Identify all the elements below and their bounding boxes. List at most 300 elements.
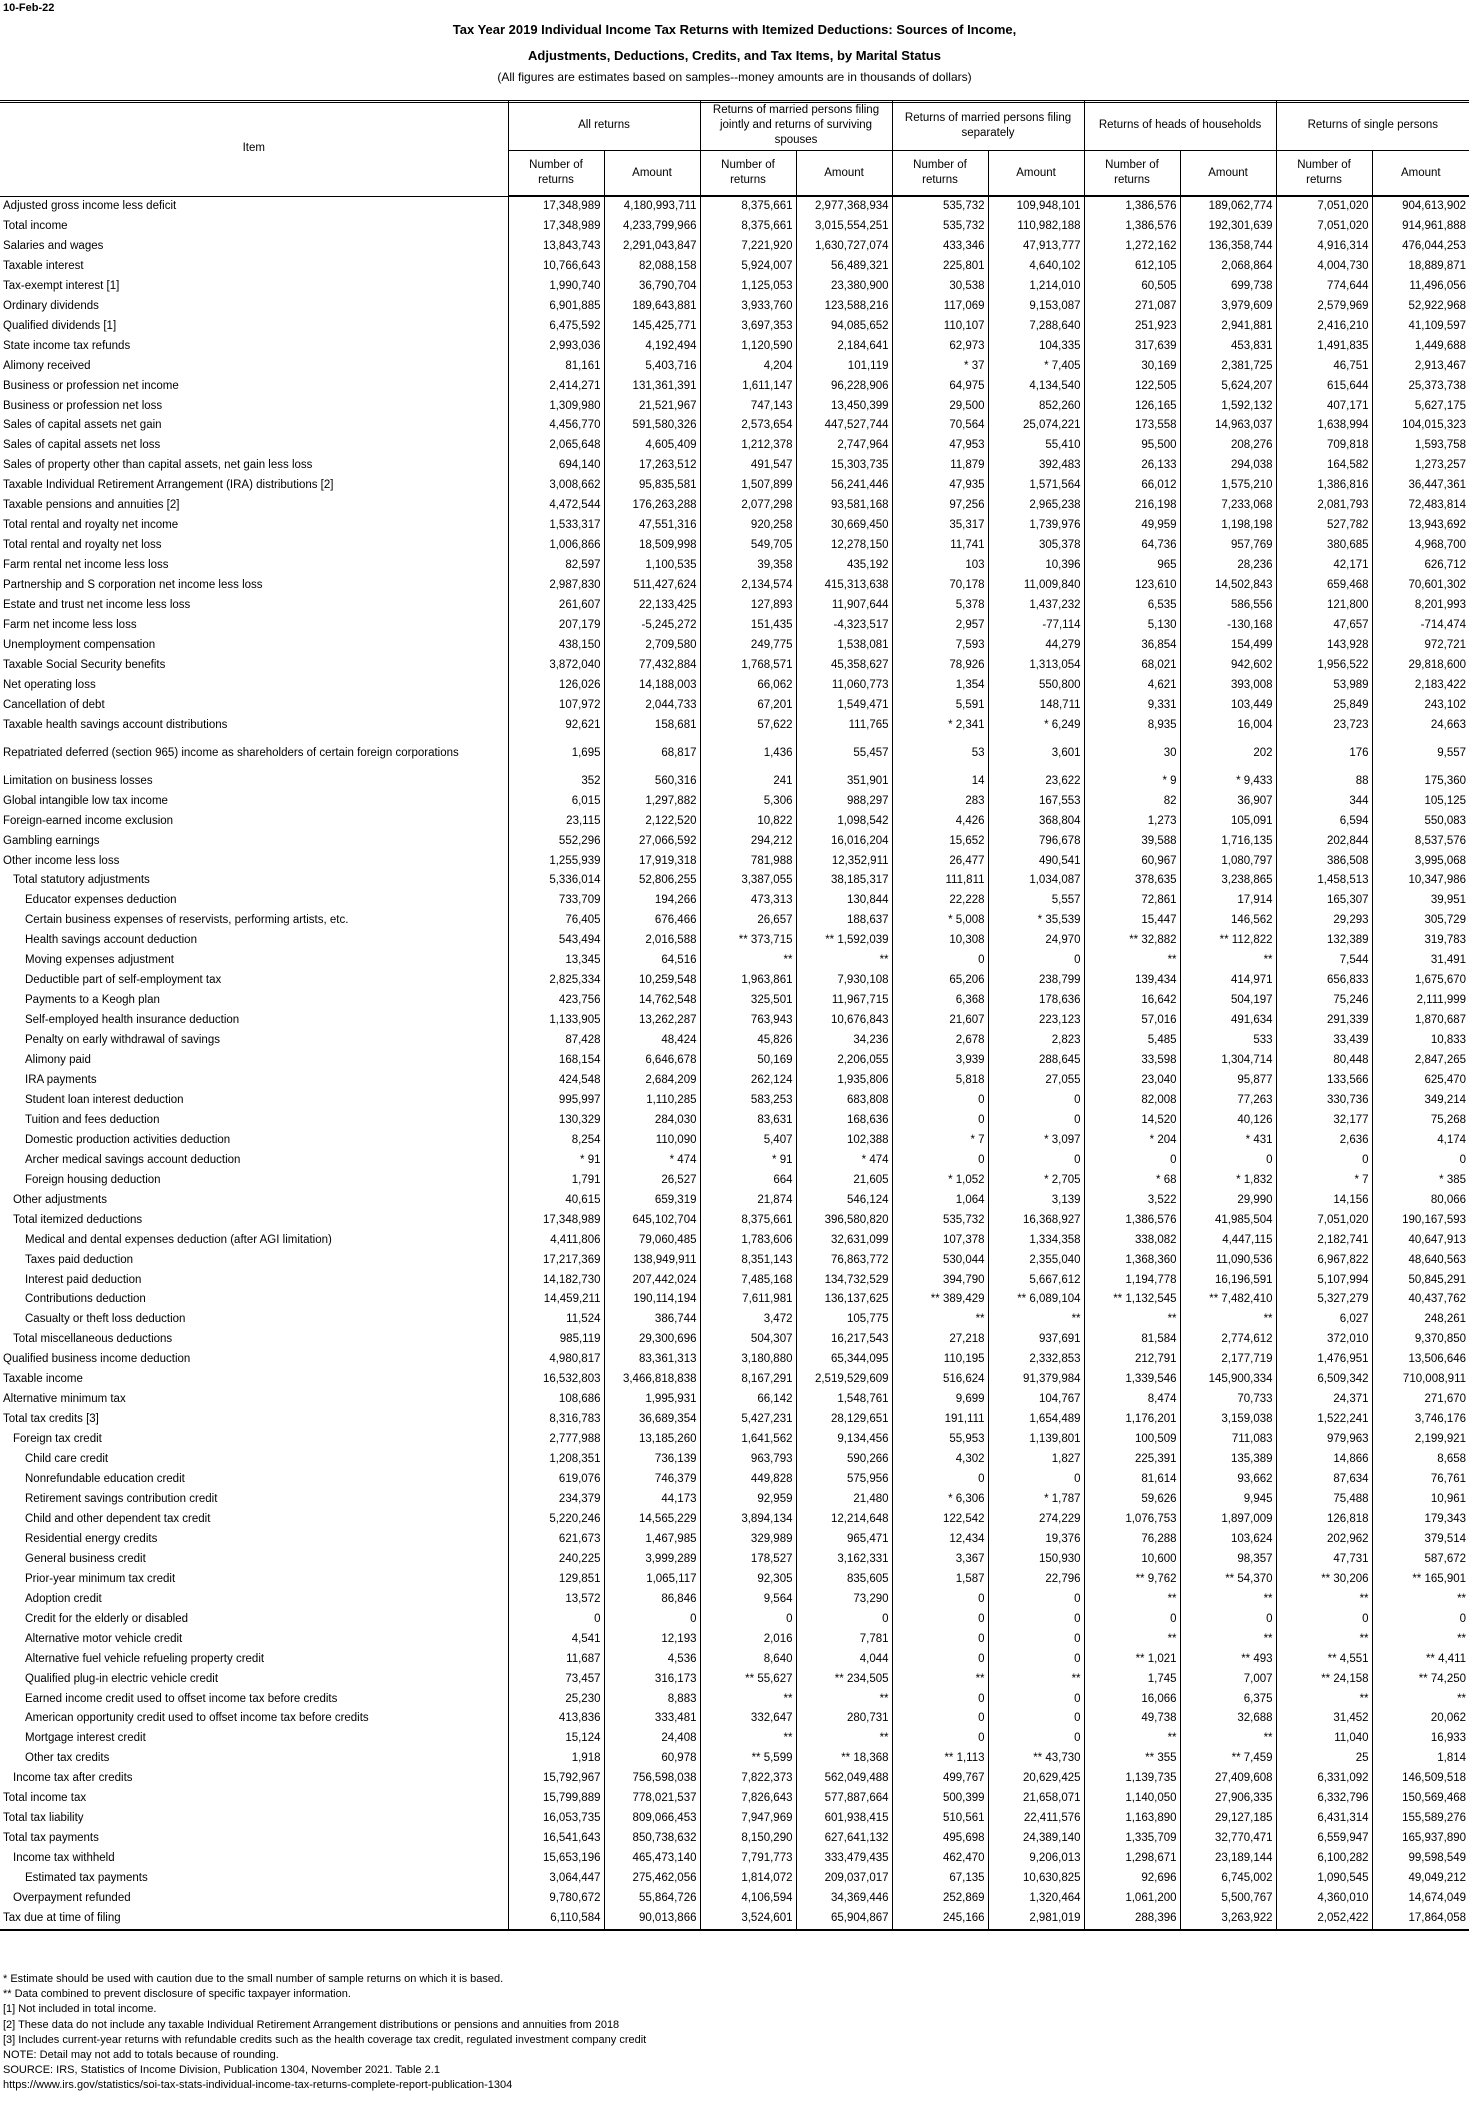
cell-number-of-returns: 14,520 bbox=[1084, 1111, 1180, 1131]
cell-number-of-returns: * 91 bbox=[508, 1151, 604, 1171]
cell-number-of-returns: 39,588 bbox=[1084, 832, 1180, 852]
cell-amount: 77,263 bbox=[1180, 1091, 1276, 1111]
header-group-all: All returns bbox=[508, 101, 700, 151]
table-row bbox=[0, 1829, 1469, 1849]
table-row bbox=[0, 1131, 1469, 1151]
cell-number-of-returns: 17,348,989 bbox=[508, 1211, 604, 1231]
cell-number-of-returns: 1,273 bbox=[1084, 812, 1180, 832]
cell-amount: 3,979,609 bbox=[1180, 297, 1276, 317]
cell-number-of-returns: 22,228 bbox=[892, 891, 988, 911]
cell-number-of-returns: 11,879 bbox=[892, 456, 988, 476]
cell-amount: 2,913,467 bbox=[1372, 357, 1469, 377]
cell-number-of-returns: 249,775 bbox=[700, 636, 796, 656]
table-row bbox=[0, 991, 1469, 1011]
cell-amount: 17,864,058 bbox=[1372, 1909, 1469, 1930]
cell-amount: 3,263,922 bbox=[1180, 1909, 1276, 1930]
cell-amount: 11,967,715 bbox=[796, 991, 892, 1011]
footnote: * Estimate should be used with caution due to the small number of sample returns on which it is based. bbox=[3, 1973, 504, 1985]
cell-number-of-returns: 17,348,989 bbox=[508, 217, 604, 237]
cell-number-of-returns: 97,256 bbox=[892, 496, 988, 516]
cell-number-of-returns: 325,501 bbox=[700, 991, 796, 1011]
cell-number-of-returns: 3,522 bbox=[1084, 1191, 1180, 1211]
row-label: American opportunity credit used to offset income tax before credits bbox=[25, 1712, 369, 1725]
cell-number-of-returns: 3,387,055 bbox=[700, 871, 796, 891]
cell-number-of-returns: 0 bbox=[892, 1470, 988, 1490]
cell-amount: 10,676,843 bbox=[796, 1011, 892, 1031]
cell-amount: ** bbox=[796, 951, 892, 971]
cell-number-of-returns: 5,130 bbox=[1084, 616, 1180, 636]
cell-amount: 351,901 bbox=[796, 772, 892, 792]
cell-amount: 2,199,921 bbox=[1372, 1430, 1469, 1450]
cell-number-of-returns: 62,973 bbox=[892, 337, 988, 357]
cell-amount: 32,688 bbox=[1180, 1709, 1276, 1729]
table-row bbox=[0, 1610, 1469, 1630]
cell-number-of-returns: 36,854 bbox=[1084, 636, 1180, 656]
cell-number-of-returns: 8,375,661 bbox=[700, 196, 796, 217]
cell-amount: 2,847,265 bbox=[1372, 1051, 1469, 1071]
table-row bbox=[0, 1709, 1469, 1729]
cell-amount: 491,634 bbox=[1180, 1011, 1276, 1031]
cell-amount: 349,214 bbox=[1372, 1091, 1469, 1111]
cell-amount: 27,409,608 bbox=[1180, 1769, 1276, 1789]
cell-amount: 333,479,435 bbox=[796, 1849, 892, 1869]
row-label: Sales of capital assets net gain bbox=[3, 419, 162, 432]
cell-amount: 3,746,176 bbox=[1372, 1410, 1469, 1430]
table-row bbox=[0, 852, 1469, 872]
cell-number-of-returns: 11,687 bbox=[508, 1650, 604, 1670]
row-label: Mortgage interest credit bbox=[25, 1732, 146, 1745]
cell-number-of-returns: 1,061,200 bbox=[1084, 1889, 1180, 1909]
cell-number-of-returns: 4,916,314 bbox=[1276, 237, 1372, 257]
cell-amount: 93,662 bbox=[1180, 1470, 1276, 1490]
cell-amount: 3,159,038 bbox=[1180, 1410, 1276, 1430]
row-label: General business credit bbox=[25, 1552, 146, 1565]
cell-amount: 550,800 bbox=[988, 676, 1084, 696]
cell-amount: 131,361,391 bbox=[604, 377, 700, 397]
row-label: Domestic production activities deduction bbox=[25, 1133, 231, 1146]
cell-amount: 150,569,468 bbox=[1372, 1789, 1469, 1809]
cell-number-of-returns: ** 389,429 bbox=[892, 1290, 988, 1310]
table-row bbox=[0, 744, 1469, 764]
cell-number-of-returns: 549,705 bbox=[700, 536, 796, 556]
cell-amount: 17,919,318 bbox=[604, 852, 700, 872]
row-label: Total income bbox=[3, 219, 68, 232]
cell-number-of-returns: 995,997 bbox=[508, 1091, 604, 1111]
cell-amount: ** 7,482,410 bbox=[1180, 1290, 1276, 1310]
cell-number-of-returns: 25,230 bbox=[508, 1690, 604, 1710]
row-label: Sales of capital assets net loss bbox=[3, 439, 161, 452]
cell-number-of-returns: 294,212 bbox=[700, 832, 796, 852]
table-row bbox=[0, 576, 1469, 596]
cell-number-of-returns: 123,610 bbox=[1084, 576, 1180, 596]
cell-amount: 333,481 bbox=[604, 1709, 700, 1729]
row-label: Income tax after credits bbox=[13, 1772, 133, 1785]
cell-number-of-returns: 288,396 bbox=[1084, 1909, 1180, 1930]
footnote[interactable]: https://www.irs.gov/statistics/soi-tax-stats-individual-income-tax-returns-complete-report-publication-1304 bbox=[3, 2079, 513, 2092]
cell-number-of-returns: 5,378 bbox=[892, 596, 988, 616]
cell-number-of-returns: 81,161 bbox=[508, 357, 604, 377]
cell-amount: 29,990 bbox=[1180, 1191, 1276, 1211]
cell-number-of-returns: 6,594 bbox=[1276, 812, 1372, 832]
row-label: Total statutory adjustments bbox=[13, 874, 150, 887]
cell-amount: 809,066,453 bbox=[604, 1809, 700, 1829]
cell-number-of-returns: 126,165 bbox=[1084, 397, 1180, 417]
cell-number-of-returns: 8,254 bbox=[508, 1131, 604, 1151]
cell-number-of-returns: 6,967,822 bbox=[1276, 1251, 1372, 1271]
cell-amount: 10,396 bbox=[988, 556, 1084, 576]
cell-number-of-returns: 49,738 bbox=[1084, 1709, 1180, 1729]
cell-number-of-returns: 11,741 bbox=[892, 536, 988, 556]
cell-number-of-returns: 73,457 bbox=[508, 1670, 604, 1690]
cell-number-of-returns: 1,458,513 bbox=[1276, 871, 1372, 891]
cell-amount: 90,013,866 bbox=[604, 1909, 700, 1930]
row-label: Interest paid deduction bbox=[25, 1273, 142, 1286]
table-row bbox=[0, 1550, 1469, 1570]
cell-number-of-returns: 6,475,592 bbox=[508, 317, 604, 337]
table-row bbox=[0, 1051, 1469, 1071]
cell-amount: 14,565,229 bbox=[604, 1510, 700, 1530]
cell-number-of-returns: 261,607 bbox=[508, 596, 604, 616]
cell-amount: 98,357 bbox=[1180, 1550, 1276, 1570]
cell-amount: 190,167,593 bbox=[1372, 1211, 1469, 1231]
cell-amount: 1,827 bbox=[988, 1450, 1084, 1470]
cell-number-of-returns: 103 bbox=[892, 556, 988, 576]
cell-amount: 11,009,840 bbox=[988, 576, 1084, 596]
cell-number-of-returns: ** 9,762 bbox=[1084, 1570, 1180, 1590]
cell-number-of-returns: 621,673 bbox=[508, 1530, 604, 1550]
cell-number-of-returns: 1,768,571 bbox=[700, 656, 796, 676]
cell-amount: 2,355,040 bbox=[988, 1251, 1084, 1271]
cell-number-of-returns: 40,615 bbox=[508, 1191, 604, 1211]
cell-number-of-returns: 7,051,020 bbox=[1276, 196, 1372, 217]
cell-number-of-returns: 0 bbox=[892, 1729, 988, 1749]
cell-amount: 3,995,068 bbox=[1372, 852, 1469, 872]
cell-number-of-returns: 1,386,576 bbox=[1084, 1211, 1180, 1231]
row-label: Salaries and wages bbox=[3, 239, 104, 252]
cell-number-of-returns: 46,751 bbox=[1276, 357, 1372, 377]
cell-number-of-returns: 473,313 bbox=[700, 891, 796, 911]
cell-number-of-returns: * 37 bbox=[892, 357, 988, 377]
table-row bbox=[0, 636, 1469, 656]
cell-amount: 27,055 bbox=[988, 1071, 1084, 1091]
cell-amount: 1,538,081 bbox=[796, 636, 892, 656]
cell-amount: 13,450,399 bbox=[796, 397, 892, 417]
cell-amount: 103,624 bbox=[1180, 1530, 1276, 1550]
table-row bbox=[0, 616, 1469, 636]
row-label: Health savings account deduction bbox=[25, 934, 197, 947]
cell-number-of-returns: 7,826,643 bbox=[700, 1789, 796, 1809]
cell-amount: 550,083 bbox=[1372, 812, 1469, 832]
cell-number-of-returns: 7,947,969 bbox=[700, 1809, 796, 1829]
cell-amount: 134,732,529 bbox=[796, 1271, 892, 1291]
row-label: Alternative motor vehicle credit bbox=[25, 1632, 183, 1645]
cell-amount: 587,672 bbox=[1372, 1550, 1469, 1570]
cell-amount: 0 bbox=[988, 1630, 1084, 1650]
cell-amount: 238,799 bbox=[988, 971, 1084, 991]
cell-amount: 683,808 bbox=[796, 1091, 892, 1111]
cell-amount: ** 234,505 bbox=[796, 1670, 892, 1690]
cell-amount: 386,744 bbox=[604, 1310, 700, 1330]
row-label: Sales of property other than capital assets, net gain less loss bbox=[3, 459, 313, 472]
cell-amount: 28,129,651 bbox=[796, 1410, 892, 1430]
cell-number-of-returns: 26,477 bbox=[892, 852, 988, 872]
cell-number-of-returns: 23,040 bbox=[1084, 1071, 1180, 1091]
cell-amount: 627,641,132 bbox=[796, 1829, 892, 1849]
cell-number-of-returns: * 204 bbox=[1084, 1131, 1180, 1151]
cell-amount: 3,601 bbox=[988, 744, 1084, 764]
cell-amount: 4,134,540 bbox=[988, 377, 1084, 397]
cell-number-of-returns: 100,509 bbox=[1084, 1430, 1180, 1450]
cell-amount: 8,537,576 bbox=[1372, 832, 1469, 852]
row-label: Foreign housing deduction bbox=[25, 1173, 161, 1186]
cell-amount: 2,684,209 bbox=[604, 1071, 700, 1091]
cell-number-of-returns: 407,171 bbox=[1276, 397, 1372, 417]
cell-amount: 1,654,489 bbox=[988, 1410, 1084, 1430]
cell-number-of-returns: 7,051,020 bbox=[1276, 217, 1372, 237]
cell-number-of-returns: 82,597 bbox=[508, 556, 604, 576]
cell-number-of-returns: 110,107 bbox=[892, 317, 988, 337]
cell-number-of-returns: 380,685 bbox=[1276, 536, 1372, 556]
cell-number-of-returns: ** 30,206 bbox=[1276, 1570, 1372, 1590]
cell-number-of-returns: 6,110,584 bbox=[508, 1909, 604, 1930]
cell-amount: 316,173 bbox=[604, 1670, 700, 1690]
header-group-separate: Returns of married persons filing separately bbox=[892, 101, 1084, 151]
cell-amount: 7,930,108 bbox=[796, 971, 892, 991]
cell-amount: * 431 bbox=[1180, 1131, 1276, 1151]
cell-amount: 4,174 bbox=[1372, 1131, 1469, 1151]
cell-number-of-returns: 3,367 bbox=[892, 1550, 988, 1570]
cell-amount: 533 bbox=[1180, 1031, 1276, 1051]
row-label: Qualified dividends [1] bbox=[3, 319, 117, 332]
cell-amount: 93,581,168 bbox=[796, 496, 892, 516]
cell-amount: 65,344,095 bbox=[796, 1350, 892, 1370]
table-row bbox=[0, 377, 1469, 397]
cell-number-of-returns: 0 bbox=[1084, 1151, 1180, 1171]
cell-amount: 9,557 bbox=[1372, 744, 1469, 764]
cell-number-of-returns: 107,972 bbox=[508, 696, 604, 716]
cell-number-of-returns: 615,644 bbox=[1276, 377, 1372, 397]
cell-number-of-returns: ** bbox=[892, 1310, 988, 1330]
cell-number-of-returns: 438,150 bbox=[508, 636, 604, 656]
cell-amount: 0 bbox=[988, 1091, 1084, 1111]
cell-number-of-returns: 80,448 bbox=[1276, 1051, 1372, 1071]
cell-amount: 16,368,927 bbox=[988, 1211, 1084, 1231]
cell-amount: 189,062,774 bbox=[1180, 196, 1276, 217]
cell-amount: 16,004 bbox=[1180, 716, 1276, 736]
cell-amount: -77,114 bbox=[988, 616, 1084, 636]
cell-number-of-returns: 23,723 bbox=[1276, 716, 1372, 736]
cell-amount: 294,038 bbox=[1180, 456, 1276, 476]
cell-amount: 56,489,321 bbox=[796, 257, 892, 277]
cell-amount: 4,044 bbox=[796, 1650, 892, 1670]
cell-amount: 29,300,696 bbox=[604, 1330, 700, 1350]
cell-amount: 23,622 bbox=[988, 772, 1084, 792]
cell-number-of-returns: 8,474 bbox=[1084, 1390, 1180, 1410]
cell-number-of-returns: 3,180,880 bbox=[700, 1350, 796, 1370]
table-row bbox=[0, 1530, 1469, 1550]
cell-number-of-returns: 216,198 bbox=[1084, 496, 1180, 516]
cell-number-of-returns: 4,204 bbox=[700, 357, 796, 377]
row-label: Casualty or theft loss deduction bbox=[25, 1313, 186, 1326]
cell-amount: 2,774,612 bbox=[1180, 1330, 1276, 1350]
cell-amount: 13,506,646 bbox=[1372, 1350, 1469, 1370]
cell-amount: 575,956 bbox=[796, 1470, 892, 1490]
row-label: Other income less loss bbox=[3, 854, 120, 867]
cell-amount: 101,119 bbox=[796, 357, 892, 377]
cell-number-of-returns: * 7 bbox=[1276, 1171, 1372, 1191]
cell-amount: 146,509,518 bbox=[1372, 1769, 1469, 1789]
cell-number-of-returns: 4,980,817 bbox=[508, 1350, 604, 1370]
cell-amount: 17,914 bbox=[1180, 891, 1276, 911]
table-row bbox=[0, 1809, 1469, 1829]
row-label: Contributions deduction bbox=[25, 1293, 146, 1306]
cell-amount: 12,352,911 bbox=[796, 852, 892, 872]
cell-number-of-returns: 423,756 bbox=[508, 991, 604, 1011]
cell-amount: 1,870,687 bbox=[1372, 1011, 1469, 1031]
cell-number-of-returns: 225,391 bbox=[1084, 1450, 1180, 1470]
cell-amount: 34,236 bbox=[796, 1031, 892, 1051]
cell-number-of-returns: 14,182,730 bbox=[508, 1271, 604, 1291]
row-label: Total income tax bbox=[3, 1792, 87, 1805]
cell-amount: 75,268 bbox=[1372, 1111, 1469, 1131]
row-label: Farm rental net income less loss bbox=[3, 559, 169, 572]
cell-amount: 659,319 bbox=[604, 1191, 700, 1211]
cell-amount: * 474 bbox=[604, 1151, 700, 1171]
cell-amount: 73,290 bbox=[796, 1590, 892, 1610]
cell-amount: 379,514 bbox=[1372, 1530, 1469, 1550]
cell-amount: 9,153,087 bbox=[988, 297, 1084, 317]
cell-number-of-returns: 225,801 bbox=[892, 257, 988, 277]
row-label: Total miscellaneous deductions bbox=[13, 1333, 173, 1346]
cell-amount: 937,691 bbox=[988, 1330, 1084, 1350]
cell-number-of-returns: 92,621 bbox=[508, 716, 604, 736]
cell-number-of-returns: 25 bbox=[1276, 1749, 1372, 1769]
cell-amount: 0 bbox=[1180, 1151, 1276, 1171]
cell-amount: 511,427,624 bbox=[604, 576, 700, 596]
cell-amount: 20,629,425 bbox=[988, 1769, 1084, 1789]
cell-number-of-returns: 29,500 bbox=[892, 397, 988, 417]
cell-number-of-returns: 504,307 bbox=[700, 1330, 796, 1350]
table-row bbox=[0, 1390, 1469, 1410]
cell-number-of-returns: 2,987,830 bbox=[508, 576, 604, 596]
cell-number-of-returns: 2,077,298 bbox=[700, 496, 796, 516]
row-label: Partnership and S corporation net income less loss bbox=[3, 579, 263, 592]
row-label: Archer medical savings account deduction bbox=[25, 1153, 241, 1166]
cell-number-of-returns: ** 1,113 bbox=[892, 1749, 988, 1769]
cell-number-of-returns: 0 bbox=[1084, 1610, 1180, 1630]
cell-number-of-returns: 0 bbox=[700, 1610, 796, 1630]
cell-number-of-returns: 14,459,211 bbox=[508, 1290, 604, 1310]
cell-amount: 1,593,758 bbox=[1372, 436, 1469, 456]
cell-amount: 7,233,068 bbox=[1180, 496, 1276, 516]
cell-amount: 39,951 bbox=[1372, 891, 1469, 911]
cell-amount: 676,466 bbox=[604, 911, 700, 931]
cell-number-of-returns: 66,142 bbox=[700, 1390, 796, 1410]
table-row bbox=[0, 536, 1469, 556]
cell-amount: 45,358,627 bbox=[796, 656, 892, 676]
cell-amount: 4,640,102 bbox=[988, 257, 1084, 277]
cell-amount: 6,646,678 bbox=[604, 1051, 700, 1071]
cell-amount: ** bbox=[1372, 1690, 1469, 1710]
cell-number-of-returns: 4,004,730 bbox=[1276, 257, 1372, 277]
cell-amount: * 1,832 bbox=[1180, 1171, 1276, 1191]
cell-amount: 4,968,700 bbox=[1372, 536, 1469, 556]
cell-number-of-returns: 985,119 bbox=[508, 1330, 604, 1350]
row-label: Income tax withheld bbox=[13, 1852, 115, 1865]
cell-number-of-returns: 13,345 bbox=[508, 951, 604, 971]
cell-amount: 0 bbox=[988, 1650, 1084, 1670]
cell-amount: 2,184,641 bbox=[796, 337, 892, 357]
cell-number-of-returns: ** bbox=[1084, 1729, 1180, 1749]
cell-amount: 28,236 bbox=[1180, 556, 1276, 576]
cell-number-of-returns: 2,777,988 bbox=[508, 1430, 604, 1450]
table-row bbox=[0, 1350, 1469, 1370]
cell-number-of-returns: 234,379 bbox=[508, 1490, 604, 1510]
cell-number-of-returns: 78,926 bbox=[892, 656, 988, 676]
cell-amount: 3,238,865 bbox=[1180, 871, 1276, 891]
cell-amount: 504,197 bbox=[1180, 991, 1276, 1011]
row-label: Deductible part of self-employment tax bbox=[25, 974, 222, 987]
cell-number-of-returns: 462,470 bbox=[892, 1849, 988, 1869]
cell-amount: 1,548,761 bbox=[796, 1390, 892, 1410]
cell-amount: 11,496,056 bbox=[1372, 277, 1469, 297]
cell-amount: 77,432,884 bbox=[604, 656, 700, 676]
cell-number-of-returns: 1,695 bbox=[508, 744, 604, 764]
row-label: Nonrefundable education credit bbox=[25, 1473, 185, 1486]
table-row bbox=[0, 397, 1469, 417]
cell-number-of-returns: 1,990,740 bbox=[508, 277, 604, 297]
row-label: Limitation on business losses bbox=[3, 774, 153, 787]
cell-number-of-returns: 45,826 bbox=[700, 1031, 796, 1051]
cell-amount: 10,347,986 bbox=[1372, 871, 1469, 891]
cell-number-of-returns: * 2,341 bbox=[892, 716, 988, 736]
footnotes bbox=[3, 1972, 646, 2094]
cell-amount: 26,527 bbox=[604, 1171, 700, 1191]
table-row bbox=[0, 556, 1469, 576]
cell-amount: 175,360 bbox=[1372, 772, 1469, 792]
cell-number-of-returns: 76,288 bbox=[1084, 1530, 1180, 1550]
table-row bbox=[0, 1590, 1469, 1610]
cell-number-of-returns: 1,298,671 bbox=[1084, 1849, 1180, 1869]
row-label: Gambling earnings bbox=[3, 834, 100, 847]
table-row bbox=[0, 297, 1469, 317]
cell-amount: 284,030 bbox=[604, 1111, 700, 1131]
table-row bbox=[0, 1749, 1469, 1769]
cell-number-of-returns: 65,206 bbox=[892, 971, 988, 991]
cell-number-of-returns: 30,169 bbox=[1084, 357, 1180, 377]
cell-number-of-returns: 55,953 bbox=[892, 1430, 988, 1450]
cell-number-of-returns: 70,178 bbox=[892, 576, 988, 596]
cell-number-of-returns: 121,800 bbox=[1276, 596, 1372, 616]
cell-amount: 1,313,054 bbox=[988, 656, 1084, 676]
cell-amount: ** bbox=[988, 1310, 1084, 1330]
cell-number-of-returns: 9,699 bbox=[892, 1390, 988, 1410]
cell-amount: 16,016,204 bbox=[796, 832, 892, 852]
cell-number-of-returns: 11,524 bbox=[508, 1310, 604, 1330]
cell-number-of-returns: 1,064 bbox=[892, 1191, 988, 1211]
cell-amount: 6,745,002 bbox=[1180, 1869, 1276, 1889]
cell-amount: 13,262,287 bbox=[604, 1011, 700, 1031]
cell-number-of-returns: ** bbox=[1084, 1590, 1180, 1610]
cell-amount: 904,613,902 bbox=[1372, 196, 1469, 217]
table-row bbox=[0, 1909, 1469, 1930]
row-label: Adjusted gross income less deficit bbox=[3, 199, 177, 212]
cell-number-of-returns: ** 4,551 bbox=[1276, 1650, 1372, 1670]
cell-number-of-returns: 1,125,053 bbox=[700, 277, 796, 297]
cell-number-of-returns: 6,331,092 bbox=[1276, 1769, 1372, 1789]
cell-number-of-returns: 283 bbox=[892, 792, 988, 812]
cell-amount: 95,877 bbox=[1180, 1071, 1276, 1091]
